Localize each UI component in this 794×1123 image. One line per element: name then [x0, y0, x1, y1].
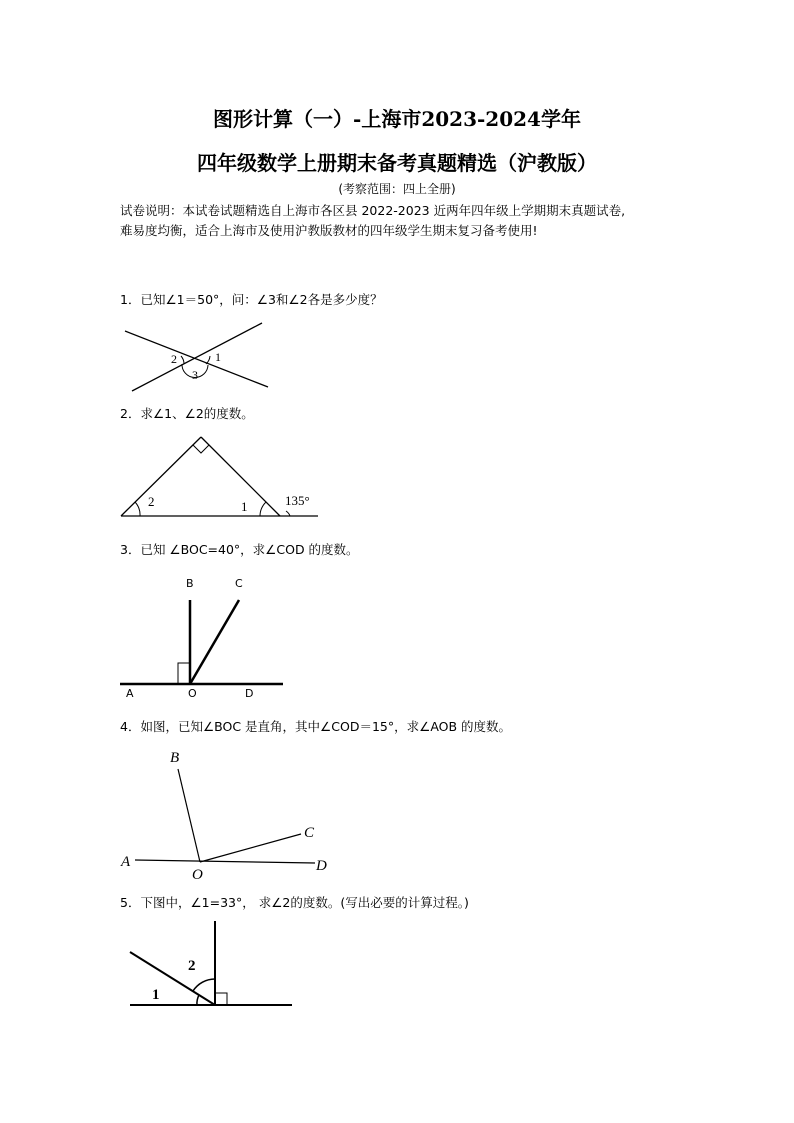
angle-arc-2: [181, 356, 184, 364]
ray-OC: [200, 834, 301, 862]
label-A: A: [121, 854, 131, 870]
right-angle-mark: [193, 445, 209, 453]
label-angle-1: 1: [215, 350, 221, 364]
label-C: C: [304, 825, 315, 841]
title-line-2: 四年级数学上册期末备考真题精选（沪教版）: [197, 151, 597, 175]
question-1-figure: [110, 312, 290, 402]
label-angle-2: 2: [171, 352, 177, 366]
label-angle-135: 135°: [285, 493, 310, 508]
question-3-figure: [115, 572, 295, 702]
right-angle-mark: [178, 663, 190, 684]
description-line-1: 试卷说明：本试卷试题精选自上海市各区县 2022-2023 近两年四年级上学期期末真题试卷,: [120, 203, 626, 218]
description: [120, 201, 700, 241]
label-B: B: [186, 577, 194, 590]
exam-scope: (考察范围：四上全册): [338, 182, 456, 196]
question-4-text: 4．如图，已知∠BOC 是直角，其中∠COD＝15°，求∠AOB 的度数。: [120, 719, 512, 734]
slanted-line: [130, 952, 215, 1005]
label-angle-2: 2: [188, 958, 196, 974]
label-C: C: [235, 577, 243, 590]
right-angle-mark: [215, 993, 227, 1005]
label-A: A: [126, 687, 134, 700]
label-angle-1: 1: [241, 499, 248, 514]
label-O: O: [192, 867, 203, 882]
angle-arc-2: [135, 502, 140, 516]
description-line-2: 难易度均衡，适合上海市及使用沪教版教材的四年级学生期末复习备考使用!: [120, 223, 538, 238]
ray-OC: [190, 600, 239, 684]
label-B: B: [170, 750, 180, 766]
question-5-text: 5．下图中，∠1=33°， 求∠2的度数。(写出必要的计算过程。): [120, 895, 469, 910]
question-1-text: 1．已知∠1＝50°，问：∠3和∠2各是多少度？: [120, 292, 383, 307]
label-D: D: [316, 858, 327, 874]
line-AD: [135, 860, 315, 863]
angle-arc-1: [197, 995, 199, 1005]
question-4-figure: [115, 742, 345, 882]
question-3-text: 3．已知 ∠BOC=40°，求∠COD 的度数。: [120, 542, 359, 557]
question-2-text: 2．求∠1、∠2的度数。: [120, 406, 254, 421]
question-2-figure: [110, 428, 340, 523]
label-angle-2: 2: [148, 494, 155, 509]
ray-OB: [178, 769, 200, 862]
angle-arc-1: [260, 502, 266, 516]
title-line-1: 图形计算（一）-上海市2023-2024学年: [213, 107, 581, 131]
label-D: D: [245, 687, 254, 700]
angle-arc-135: [286, 511, 290, 516]
question-5-figure: [120, 915, 310, 1015]
label-angle-3: 3: [192, 368, 198, 382]
label-O: O: [188, 687, 197, 700]
angle-arc-2: [193, 979, 215, 991]
label-angle-1: 1: [152, 987, 160, 1003]
left-side: [121, 437, 201, 516]
angle-arc-1: [206, 356, 210, 364]
